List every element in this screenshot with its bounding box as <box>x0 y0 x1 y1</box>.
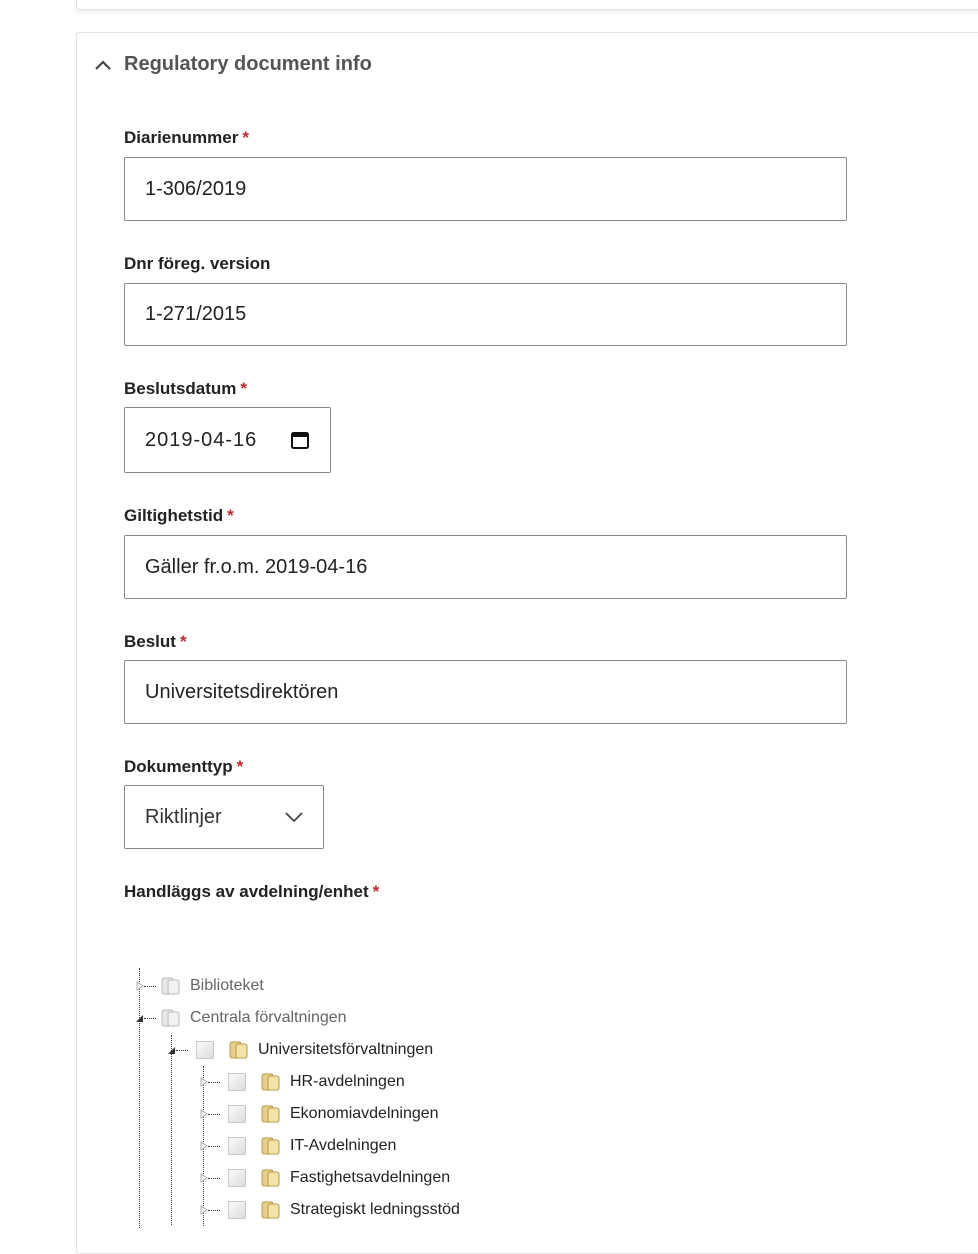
collapse-icon[interactable] <box>168 1045 176 1055</box>
calendar-icon[interactable] <box>290 430 310 450</box>
required-marker: * <box>240 379 248 398</box>
tree-node-label: HR-avdelningen <box>290 1073 405 1090</box>
dokumenttyp-select[interactable] <box>124 785 324 849</box>
required-marker: * <box>179 632 187 651</box>
checkbox[interactable] <box>228 1073 246 1091</box>
tree-node-hr[interactable] <box>200 1066 405 1098</box>
tree-node-label: Fastighetsavdelningen <box>290 1169 451 1186</box>
collapse-icon[interactable] <box>136 1013 144 1023</box>
folder-icon <box>160 976 182 996</box>
checkbox[interactable] <box>228 1137 246 1155</box>
tree-node-universitetsforvaltningen[interactable] <box>168 1034 433 1066</box>
dnr-foreg-input[interactable] <box>124 283 847 346</box>
required-marker: * <box>242 128 249 147</box>
previous-panel <box>76 0 978 10</box>
beslutsdatum-input[interactable] <box>124 407 331 473</box>
date-value: 2019-04-16 <box>145 428 258 451</box>
chevron-up-icon <box>93 55 113 75</box>
tree-node-it[interactable] <box>200 1130 396 1162</box>
tree-node-centrala-forvaltningen[interactable] <box>136 1002 347 1034</box>
folder-icon <box>228 1040 250 1060</box>
panel-toggle[interactable] <box>93 53 372 76</box>
expand-icon[interactable] <box>136 981 144 991</box>
select-value: Riktlinjer <box>145 805 222 828</box>
tree-node-label: Ekonomiavdelningen <box>290 1105 439 1122</box>
tree-node-label: Strategiskt ledningsstöd <box>290 1201 460 1218</box>
giltighetstid-input[interactable] <box>124 535 847 599</box>
checkbox[interactable] <box>228 1105 246 1123</box>
tree-node-fastighet[interactable] <box>200 1162 450 1194</box>
panel-title: Regulatory document info <box>124 53 372 75</box>
tree-node-label: Biblioteket <box>190 977 264 994</box>
checkbox[interactable] <box>196 1041 214 1059</box>
beslut-input[interactable] <box>124 660 847 724</box>
required-marker: * <box>236 757 244 776</box>
folder-icon <box>260 1200 282 1220</box>
tree-node-strategiskt[interactable] <box>200 1194 460 1226</box>
tree-node-label: Centrala förvaltningen <box>190 1009 347 1026</box>
expand-icon[interactable] <box>200 1109 208 1119</box>
required-marker: * <box>372 882 380 901</box>
required-marker: * <box>227 506 234 525</box>
folder-icon <box>260 1136 282 1156</box>
folder-icon <box>260 1168 282 1188</box>
checkbox[interactable] <box>228 1201 246 1219</box>
chevron-down-icon <box>285 811 303 823</box>
expand-icon[interactable] <box>200 1141 208 1151</box>
dnr-foreg-label: Dnr föreg. version <box>124 254 271 273</box>
giltighetstid-label: Giltighetstid * <box>124 506 234 525</box>
folder-icon <box>260 1072 282 1092</box>
beslutsdatum-label: Beslutsdatum * <box>124 379 248 398</box>
avdelning-label: Handläggs av avdelning/enhet * <box>124 882 380 901</box>
tree-node-ekonomi[interactable] <box>200 1098 439 1130</box>
folder-icon <box>260 1104 282 1124</box>
beslut-label: Beslut * <box>124 632 187 651</box>
dokumenttyp-label: Dokumenttyp * <box>124 757 244 776</box>
tree-node-label: IT-Avdelningen <box>290 1137 397 1154</box>
tree-node-label: Universitetsförvaltningen <box>258 1041 434 1058</box>
diarienummer-label: Diarienummer * <box>124 128 249 147</box>
expand-icon[interactable] <box>200 1173 208 1183</box>
folder-icon <box>160 1008 182 1028</box>
diarienummer-input[interactable] <box>124 157 847 221</box>
expand-icon[interactable] <box>200 1205 208 1215</box>
expand-icon[interactable] <box>200 1077 208 1087</box>
checkbox[interactable] <box>228 1169 246 1187</box>
tree-node-biblioteket[interactable] <box>136 970 264 1002</box>
